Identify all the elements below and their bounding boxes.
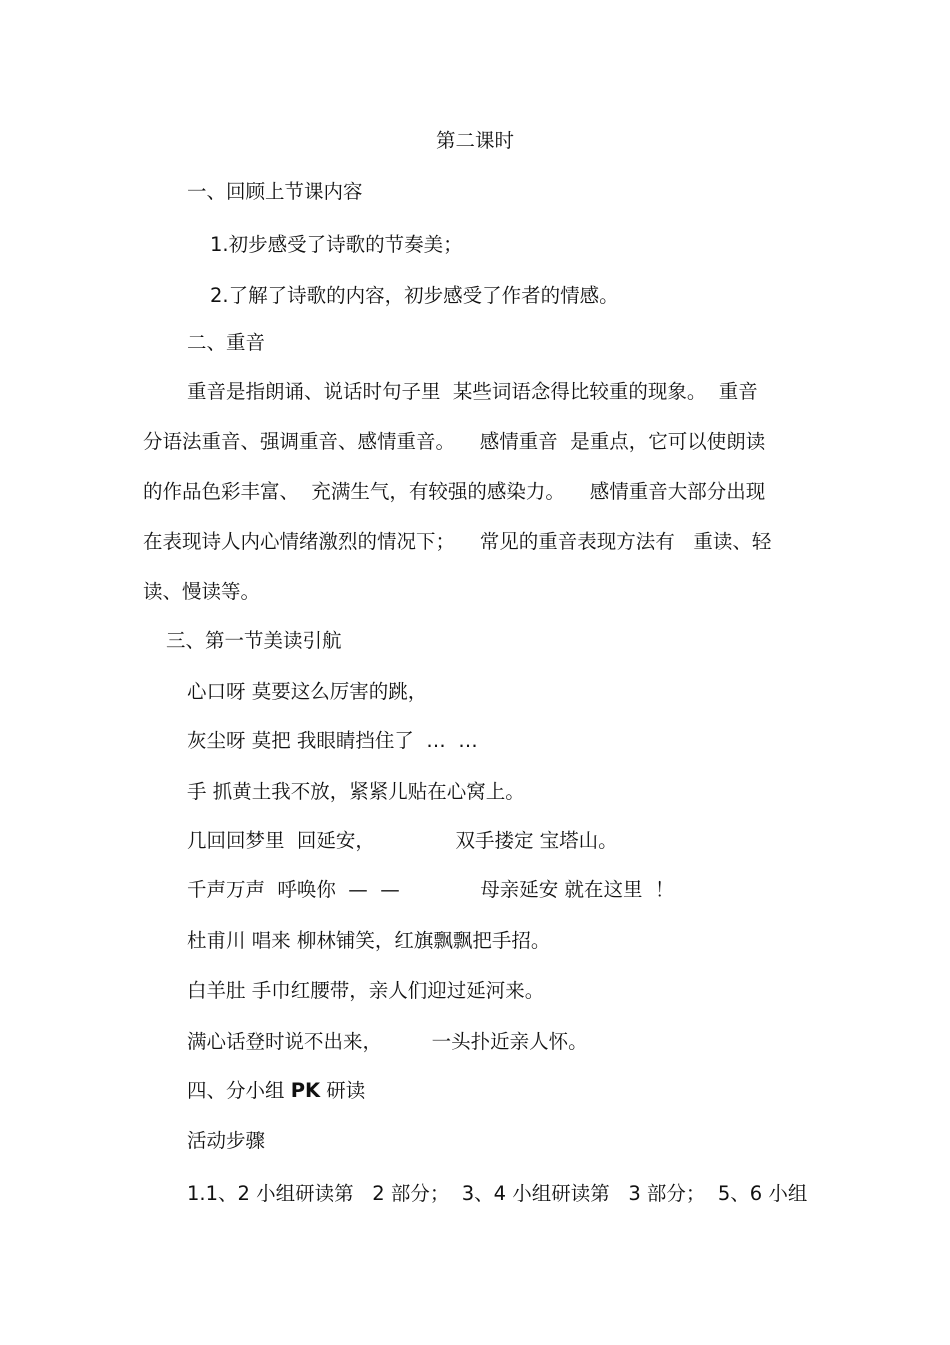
poem-line-1: 心口呀 莫要这么厉害的跳， [187,680,428,703]
poem-line-7: 白羊肚 手巾红腰带，亲人们迎过延河来。 [187,979,545,1002]
section-2-heading: 二、重音 [187,331,266,354]
poem-line-5: 千声万声 呼唤你 — — 母亲延安 就在这里 ！ [187,878,675,901]
section-4-heading-pre: 四、分小组 [187,1079,291,1102]
section-2-para-line-4: 在表现诗人内心情绪激烈的情况下； 常见的重音表现方法有 重读、轻 [143,530,772,553]
page-title: 第二课时 [435,129,514,152]
poem-line-8: 满心话登时说不出来， 一头扑近亲人怀。 [187,1030,588,1053]
poem-line-4: 几回回梦里 回延安， 双手搂定 宝塔山。 [187,829,618,852]
poem-line-2: 灰尘呀 莫把 我眼睛挡住了 … … [187,729,478,752]
section-4-heading-pk: PK [290,1079,321,1102]
section-2-para-line-5: 读、慢读等。 [143,580,261,603]
section-2-para-line-2: 分语法重音、强调重音、感情重音。 感情重音 是重点，它可以使朗读 [143,430,766,453]
section-1-item-2: 2.了解了诗歌的内容，初步感受了作者的情感。 [210,284,619,307]
section-2-para-line-1: 重音是指朗诵、说话时句子里 某些词语念得比较重的现象。 重音 [187,380,758,403]
section-1-heading: 一、回顾上节课内容 [187,180,363,203]
section-1-item-1: 1.初步感受了诗歌的节奏美； [210,233,463,256]
poem-line-6: 杜甫川 唱来 柳林铺笑，红旗飘飘把手招。 [187,929,551,952]
section-3-heading: 三、第一节美读引航 [166,629,342,652]
section-2-para-line-3: 的作品色彩丰富、 充满生气，有较强的感染力。 感情重音大部分出现 [143,480,766,503]
poem-line-3: 手 抓黄土我不放，紧紧儿贴在心窝上。 [187,780,525,803]
section-4-heading [187,1078,365,1104]
activity-step-1: 1.1、2 小组研读第 2 部分； 3、4 小组研读第 3 部分； 5、6 小组 [187,1182,808,1205]
activity-steps-label: 活动步骤 [187,1129,266,1152]
section-4-heading-post: 研读 [320,1079,366,1102]
